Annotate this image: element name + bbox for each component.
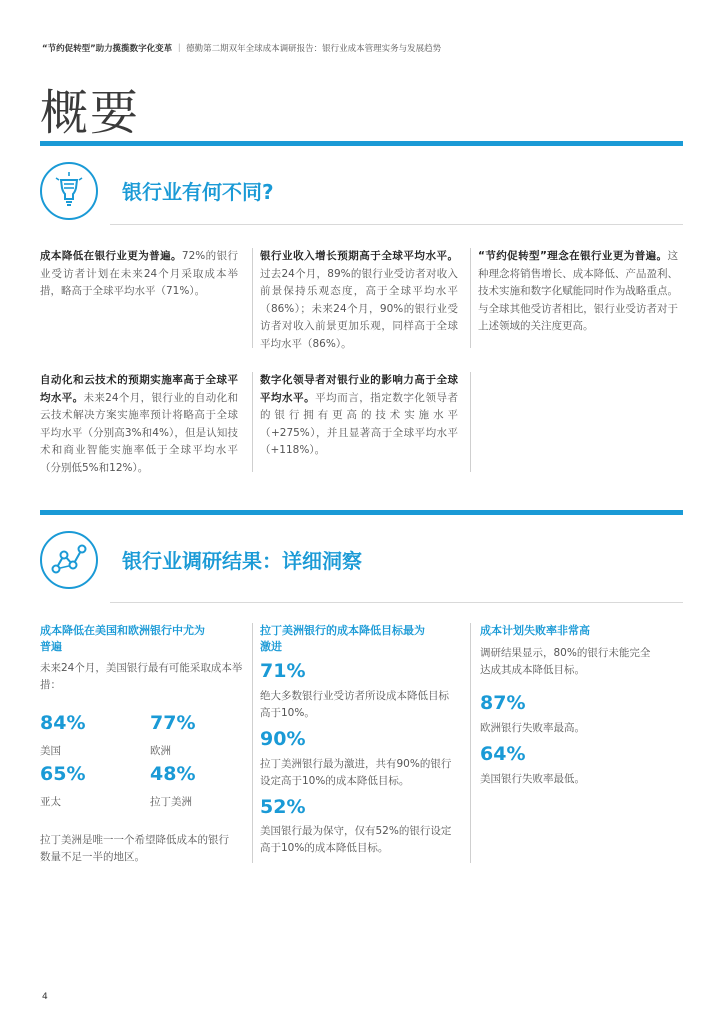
stat-label: 美国银行失败率最低。	[480, 773, 585, 785]
col-3-intro: 调研结果显示，80%的银行未能完全达成其成本降低目标。	[480, 647, 651, 676]
column-divider	[252, 372, 253, 472]
finding-3	[478, 248, 678, 336]
col-1-heading: 成本降低在美国和欧洲银行中尤为普遍	[40, 624, 205, 653]
stat-value: 64%	[480, 743, 526, 765]
stat-value: 90%	[260, 728, 306, 750]
finding-1	[40, 248, 238, 301]
col-3-heading: 成本计划失败率非常高	[480, 624, 590, 637]
stat-value: 87%	[480, 692, 526, 714]
stat-value: 48%	[150, 763, 196, 785]
stat-label: 欧洲	[150, 745, 171, 757]
header-report-subtitle: ｜ 德勤第二期双年全球成本调研报告：银行业成本管理实务与发展趋势	[174, 44, 442, 54]
column-divider	[252, 623, 253, 863]
section-1-title: 银行业有何不同?	[122, 180, 274, 204]
stat-label: 欧洲银行失败率最高。	[480, 722, 585, 734]
section-divider-bar	[40, 510, 683, 515]
page-title: 概要	[40, 85, 141, 141]
col-1-footer: 拉丁美洲是唯一一个希望降低成本的银行数量不足一半的地区。	[40, 834, 229, 863]
finding-5-lead: 数字化领导者对银行业的影响力高于全球平均水平。	[260, 374, 458, 404]
stat-value: 84%	[40, 712, 86, 734]
stat-value: 52%	[260, 796, 306, 818]
section-2-header	[40, 531, 683, 601]
finding-2-text: 过去24个月，89%的银行业受访者对收入前景保持乐观态度，高于全球平均水平（86%）；未来24个月，90%的银行业受访者对收入前景更加乐观，同样高于全球平均水平（86%）。	[260, 267, 458, 350]
network-nodes-icon	[40, 531, 98, 589]
stat-label: 亚太	[40, 796, 61, 808]
section-divider-bar	[40, 141, 683, 146]
finding-3-lead: “节约促转型”理念在银行业更为普遍。	[478, 250, 668, 262]
column-divider	[470, 248, 471, 348]
finding-4-text: 未来24个月，银行业的自动化和云技术解决方案实施率预计将略高于全球平均水平（分别高3%和4%），但是认知技术和商业智能实施率低于全球平均水平（分别低5%和12%）。	[40, 391, 238, 474]
running-header	[42, 42, 682, 54]
stat-value: 71%	[260, 660, 306, 682]
finding-5-text: 平均而言，指定数字化领导者的银行拥有更高的技术实施水平（+275%），并且显著高于全球平均水平（+118%）。	[260, 391, 459, 456]
col-2-heading: 拉丁美洲银行的成本降低目标最为激进	[260, 624, 425, 653]
finding-4	[40, 372, 238, 477]
header-report-name: “节约促转型”助力揽揽数字化变革	[42, 44, 173, 54]
section-1-rule	[110, 224, 683, 225]
finding-4-lead: 自动化和云技术的预期实施率高于全球平均水平。	[40, 374, 238, 404]
finding-3-text: 这种理念将销售增长、成本降低、产品盈利、技术实施和数字化赋能同时作为战略重点。与全球其他受访者相比，银行业受访者对于上述领域的关注度更高。	[478, 250, 678, 332]
section-2-rule	[110, 602, 683, 603]
stat-label: 美国	[40, 745, 61, 757]
section-2-title: 银行业调研结果：详细洞察	[122, 549, 362, 573]
column-divider	[252, 248, 253, 348]
col-1-intro: 未来24个月，美国银行最有可能采取成本举措：	[40, 662, 243, 691]
finding-2	[260, 248, 458, 353]
page-number: 4	[42, 992, 48, 1002]
stat-value: 65%	[40, 763, 86, 785]
column-divider	[470, 372, 471, 472]
finding-5	[260, 372, 458, 460]
stat-value: 77%	[150, 712, 196, 734]
column-divider	[470, 623, 471, 863]
stat-label: 美国银行最为保守，仅有52%的银行设定高于10%的成本降低目标。	[260, 825, 452, 854]
stat-label: 拉丁美洲银行最为激进，共有90%的银行设定高于10%的成本降低目标。	[260, 758, 452, 787]
lightbulb-icon	[40, 162, 98, 220]
stat-label: 拉丁美洲	[150, 796, 192, 808]
finding-1-lead: 成本降低在银行业更为普遍。	[40, 250, 182, 262]
section-1-header	[40, 162, 683, 232]
finding-1-text: 72%的银行业受访者计划在未来24个月采取成本举措，略高于全球平均水平（71%）。	[40, 250, 239, 297]
finding-2-lead: 银行业收入增长预期高于全球平均水平。	[260, 250, 458, 262]
stat-label: 绝大多数银行业受访者所设成本降低目标高于10%。	[260, 690, 449, 719]
